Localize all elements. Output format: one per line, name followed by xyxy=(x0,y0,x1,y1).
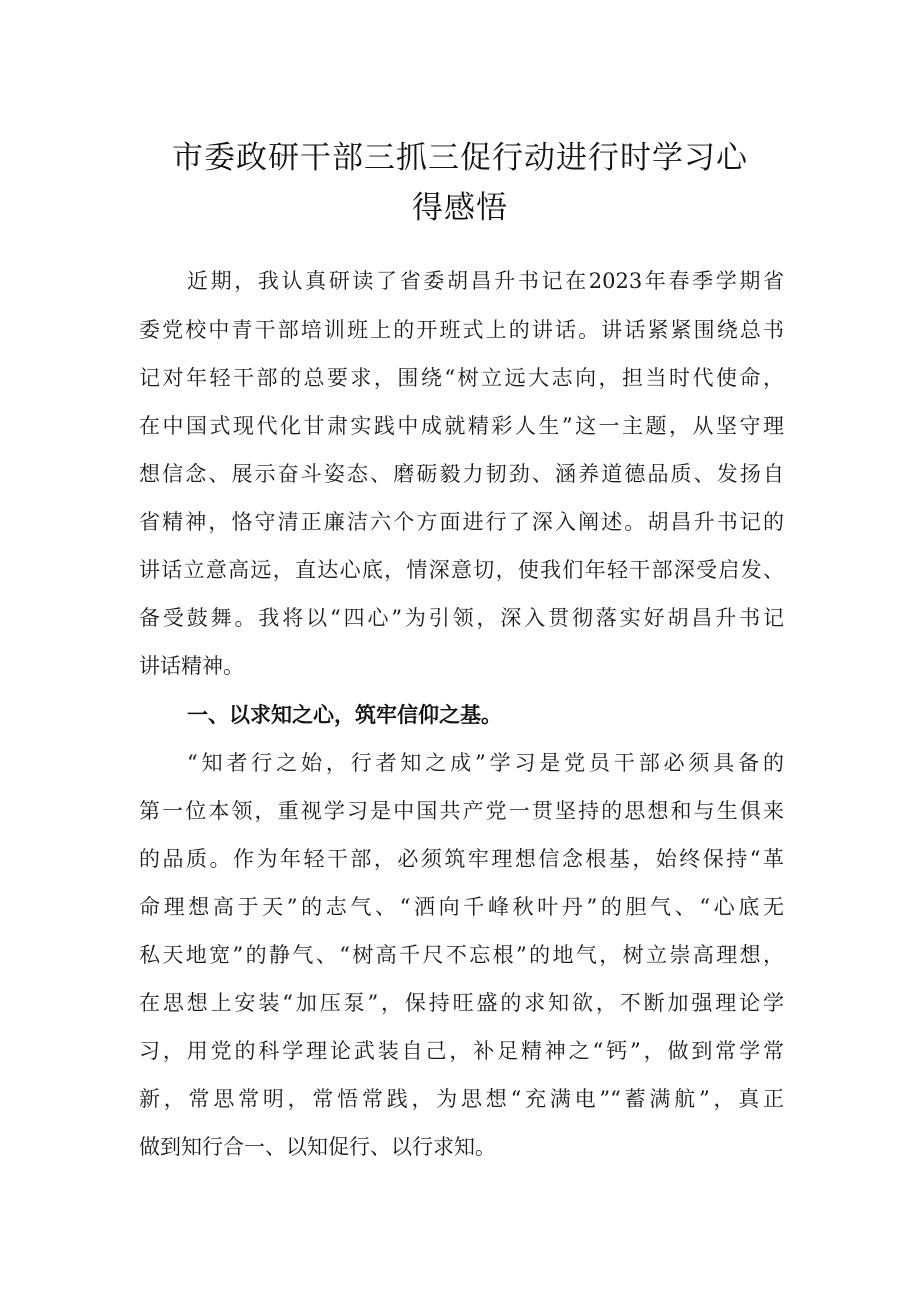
intro-paragraph-line: 备受鼓舞。我将以“四心”为引领，深入贯彻落实好胡昌升书记 xyxy=(139,606,784,630)
intro-paragraph-line: 省精神，恪守清正廉洁六个方面进行了深入阐述。胡昌升书记的 xyxy=(139,510,784,534)
section-paragraph-line: 的品质。作为年轻干部，必须筑牢理想信念根基，始终保持“革 xyxy=(139,847,784,871)
section-paragraph-line: 私天地宽”的静气、“树高千尺不忘根”的地气，树立崇高理想， xyxy=(139,943,784,967)
section-paragraph-line: 第一位本领，重视学习是中国共产党一贯坚持的思想和与生俱来 xyxy=(139,799,784,823)
intro-paragraph-line: 讲话精神。 xyxy=(139,654,244,678)
section-paragraph-line: “知者行之始，行者知之成”学习是党员干部必须具备的 xyxy=(187,751,784,775)
section-paragraph-line: 命理想高于天”的志气、“洒向千峰秋叶丹”的胆气、“心底无 xyxy=(139,895,784,919)
section-heading: 一、以求知之心，筑牢信仰之基。 xyxy=(187,703,502,727)
document-title-line-1: 市委政研干部三抓三促行动进行时学习心 xyxy=(172,140,748,176)
section-paragraph-line: 习，用党的科学理论武装自己，补足精神之“钙”，做到常学常 xyxy=(139,1039,784,1063)
document-title-line-2: 得感悟 xyxy=(412,190,508,226)
intro-paragraph-line: 记对年轻干部的总要求，围绕“树立远大志向，担当时代使命， xyxy=(139,366,784,390)
intro-paragraph-line: 在中国式现代化甘肃实践中成就精彩人生”这一主题，从坚守理 xyxy=(139,414,784,438)
intro-paragraph-line: 近期，我认真研读了省委胡昌升书记在2023年春季学期省 xyxy=(187,269,784,293)
section-paragraph-line: 在思想上安装“加压泵”，保持旺盛的求知欲，不断加强理论学 xyxy=(139,991,784,1015)
intro-paragraph-line: 委党校中青干部培训班上的开班式上的讲话。讲话紧紧围绕总书 xyxy=(139,318,784,342)
section-paragraph-line: 做到知行合一、以知促行、以行求知。 xyxy=(139,1135,496,1159)
intro-paragraph-line: 想信念、展示奋斗姿态、磨砺毅力韧劲、涵养道德品质、发扬自 xyxy=(139,462,784,486)
intro-paragraph-line: 讲话立意高远，直达心底，情深意切，使我们年轻干部深受启发、 xyxy=(139,558,784,582)
section-paragraph-line: 新，常思常明，常悟常践，为思想“充满电”“蓄满航”，真正 xyxy=(139,1087,784,1111)
